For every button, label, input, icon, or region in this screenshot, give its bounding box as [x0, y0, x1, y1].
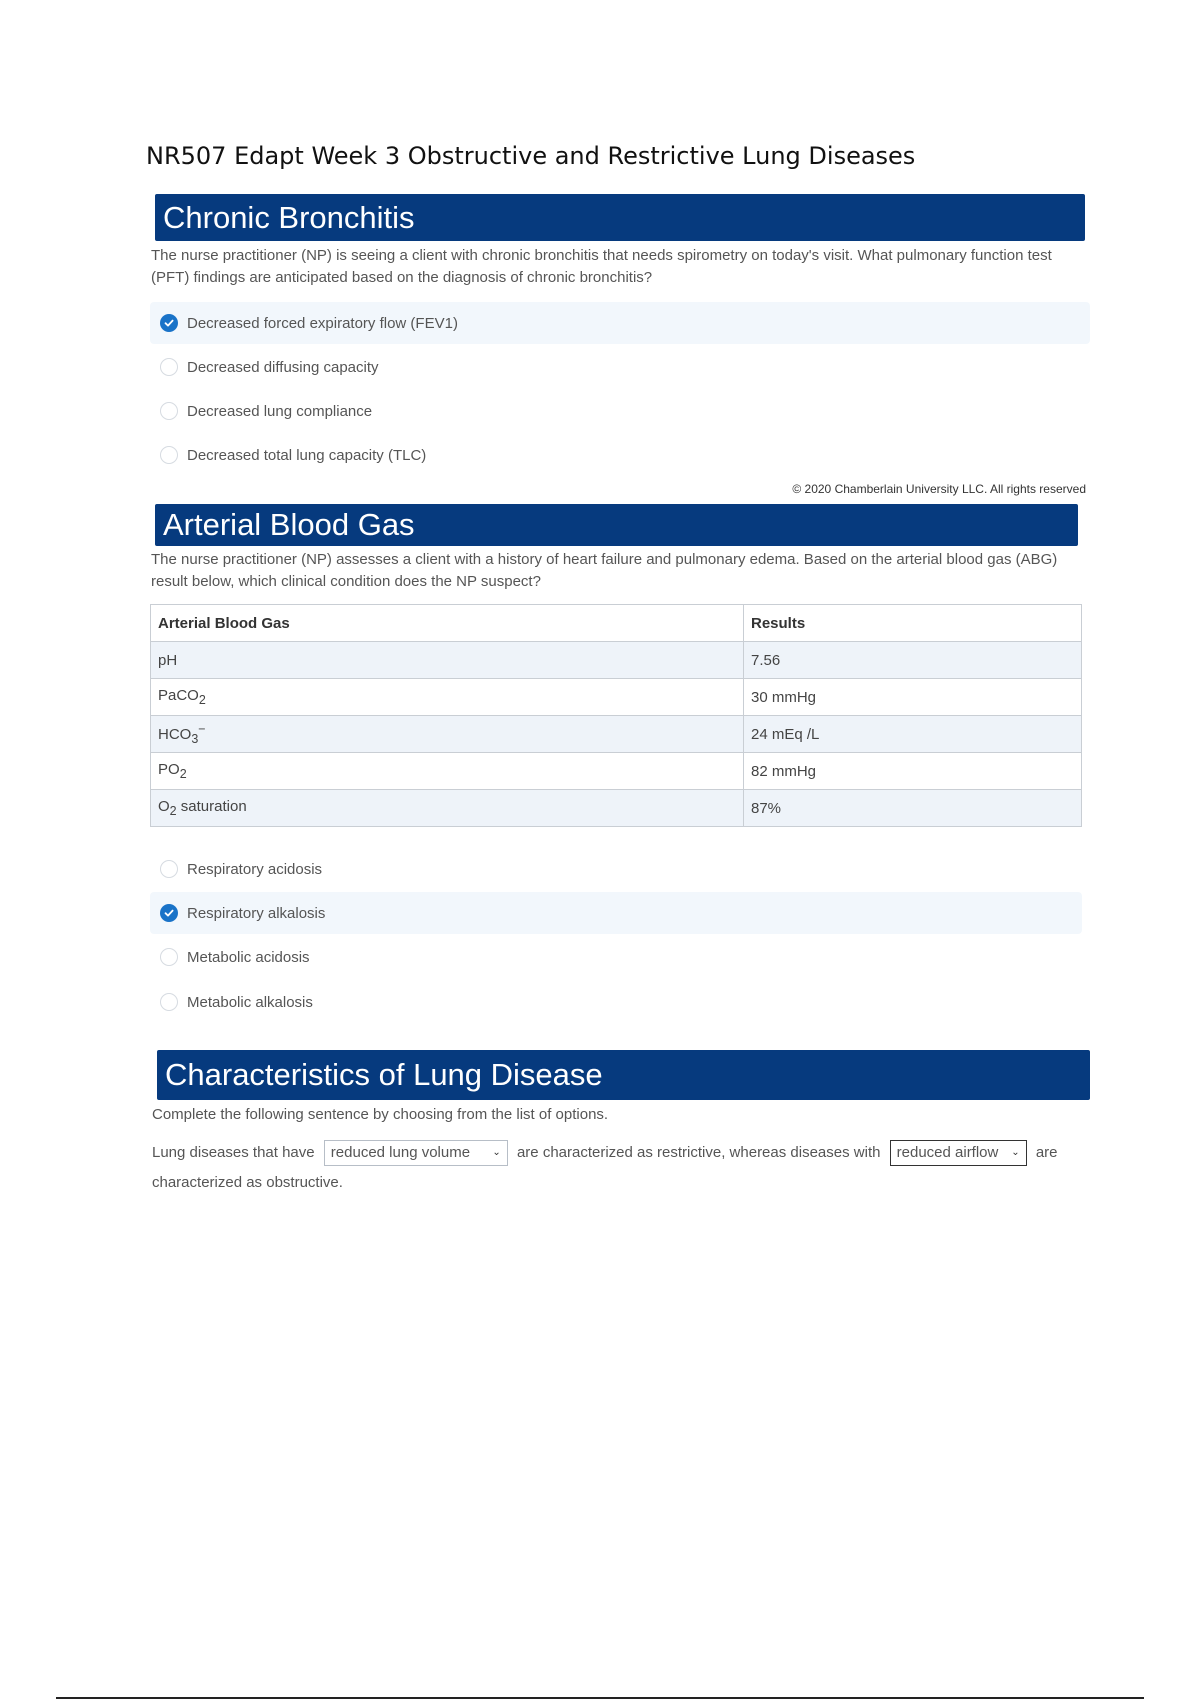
chevron-down-icon: ⌄ — [492, 1147, 501, 1159]
radio-icon — [160, 358, 178, 376]
row-value: 87% — [744, 790, 1082, 827]
row-label: pH — [151, 642, 744, 679]
row-label: $HCO_3^-$ — [151, 716, 744, 753]
option-label: Metabolic acidosis — [187, 948, 310, 966]
sentence-part: are characterized as restrictive, whereas diseases with — [516, 1144, 881, 1161]
question-prompt-3: Complete the following sentence by choosing from the list of options. — [152, 1106, 609, 1123]
row-value: 24 mEq /L — [744, 716, 1082, 753]
radio-icon — [160, 993, 178, 1011]
option-q2-3[interactable] — [150, 936, 1082, 978]
checked-radio-icon — [160, 314, 178, 332]
dropdown-value: reduced lung volume — [330, 1144, 471, 1162]
column-header: Arterial Blood Gas — [151, 605, 744, 642]
lung-volume-dropdown[interactable] — [324, 1140, 508, 1166]
section-heading-arterial-blood-gas: Arterial Blood Gas — [155, 504, 1078, 546]
checked-radio-icon — [160, 904, 178, 922]
radio-icon — [160, 948, 178, 966]
table-row — [151, 679, 1082, 716]
option-q1-4[interactable] — [150, 434, 1090, 476]
option-q1-1[interactable] — [150, 302, 1090, 344]
row-label: PaCO$_2$ — [151, 679, 744, 716]
radio-icon — [160, 860, 178, 878]
sentence-part: are characterized as obstructive. — [152, 1144, 1058, 1191]
document-title: NR507 Edapt Week 3 Obstructive and Restrictive Lung Diseases — [146, 142, 916, 170]
table-row — [151, 790, 1082, 827]
option-label: Decreased forced expiratory flow (FEV1) — [187, 314, 458, 332]
question-prompt-1: The nurse practitioner (NP) is seeing a client with chronic bronchitis that needs spirometry on today's visit. What pulmonary function test (PFT) findings are anticipated based on the diagnosis of chronic bronchitis? — [151, 247, 1052, 286]
option-label: Decreased diffusing capacity — [187, 358, 379, 376]
radio-icon — [160, 402, 178, 420]
option-label: Respiratory alkalosis — [187, 904, 326, 922]
section-heading-chronic-bronchitis: Chronic Bronchitis — [155, 194, 1085, 241]
option-label: Decreased total lung capacity (TLC) — [187, 446, 427, 464]
fill-in-sentence — [152, 1138, 1087, 1198]
row-value: 30 mmHg — [744, 679, 1082, 716]
copyright-note: © 2020 Chamberlain University LLC. All rights reserved — [792, 482, 1086, 496]
sentence-part: Lung diseases that have — [152, 1144, 315, 1161]
question-prompt-2: The nurse practitioner (NP) assesses a client with a history of heart failure and pulmonary edema. Based on the arterial blood gas (ABG) result below, which clinical condition does the NP suspect? — [151, 551, 1058, 590]
option-label: Metabolic alkalosis — [187, 993, 313, 1011]
row-value: 82 mmHg — [744, 753, 1082, 790]
option-label: Respiratory acidosis — [187, 860, 323, 878]
chevron-down-icon: ⌄ — [1011, 1147, 1020, 1159]
table-header-row — [151, 605, 1082, 642]
option-q2-1[interactable] — [150, 848, 1082, 890]
row-value: 7.56 — [744, 642, 1082, 679]
row-label: $O_2$ saturation — [151, 790, 744, 827]
section-heading-characteristics: Characteristics of Lung Disease — [157, 1050, 1090, 1100]
column-header: Results — [744, 605, 1082, 642]
option-label: Decreased lung compliance — [187, 402, 373, 420]
airflow-dropdown[interactable] — [890, 1140, 1027, 1166]
table-row — [151, 753, 1082, 790]
option-q2-2[interactable] — [150, 892, 1082, 934]
radio-icon — [160, 446, 178, 464]
table-row — [151, 716, 1082, 753]
option-q2-4[interactable] — [150, 981, 1082, 1023]
option-q1-3[interactable] — [150, 390, 1090, 432]
table-row — [151, 642, 1082, 679]
page-bottom-rule — [56, 1697, 1144, 1699]
row-label: $PO_2$ — [151, 753, 744, 790]
dropdown-value: reduced airflow — [896, 1144, 999, 1162]
abg-results-table — [150, 604, 1082, 827]
option-q1-2[interactable] — [150, 346, 1090, 388]
